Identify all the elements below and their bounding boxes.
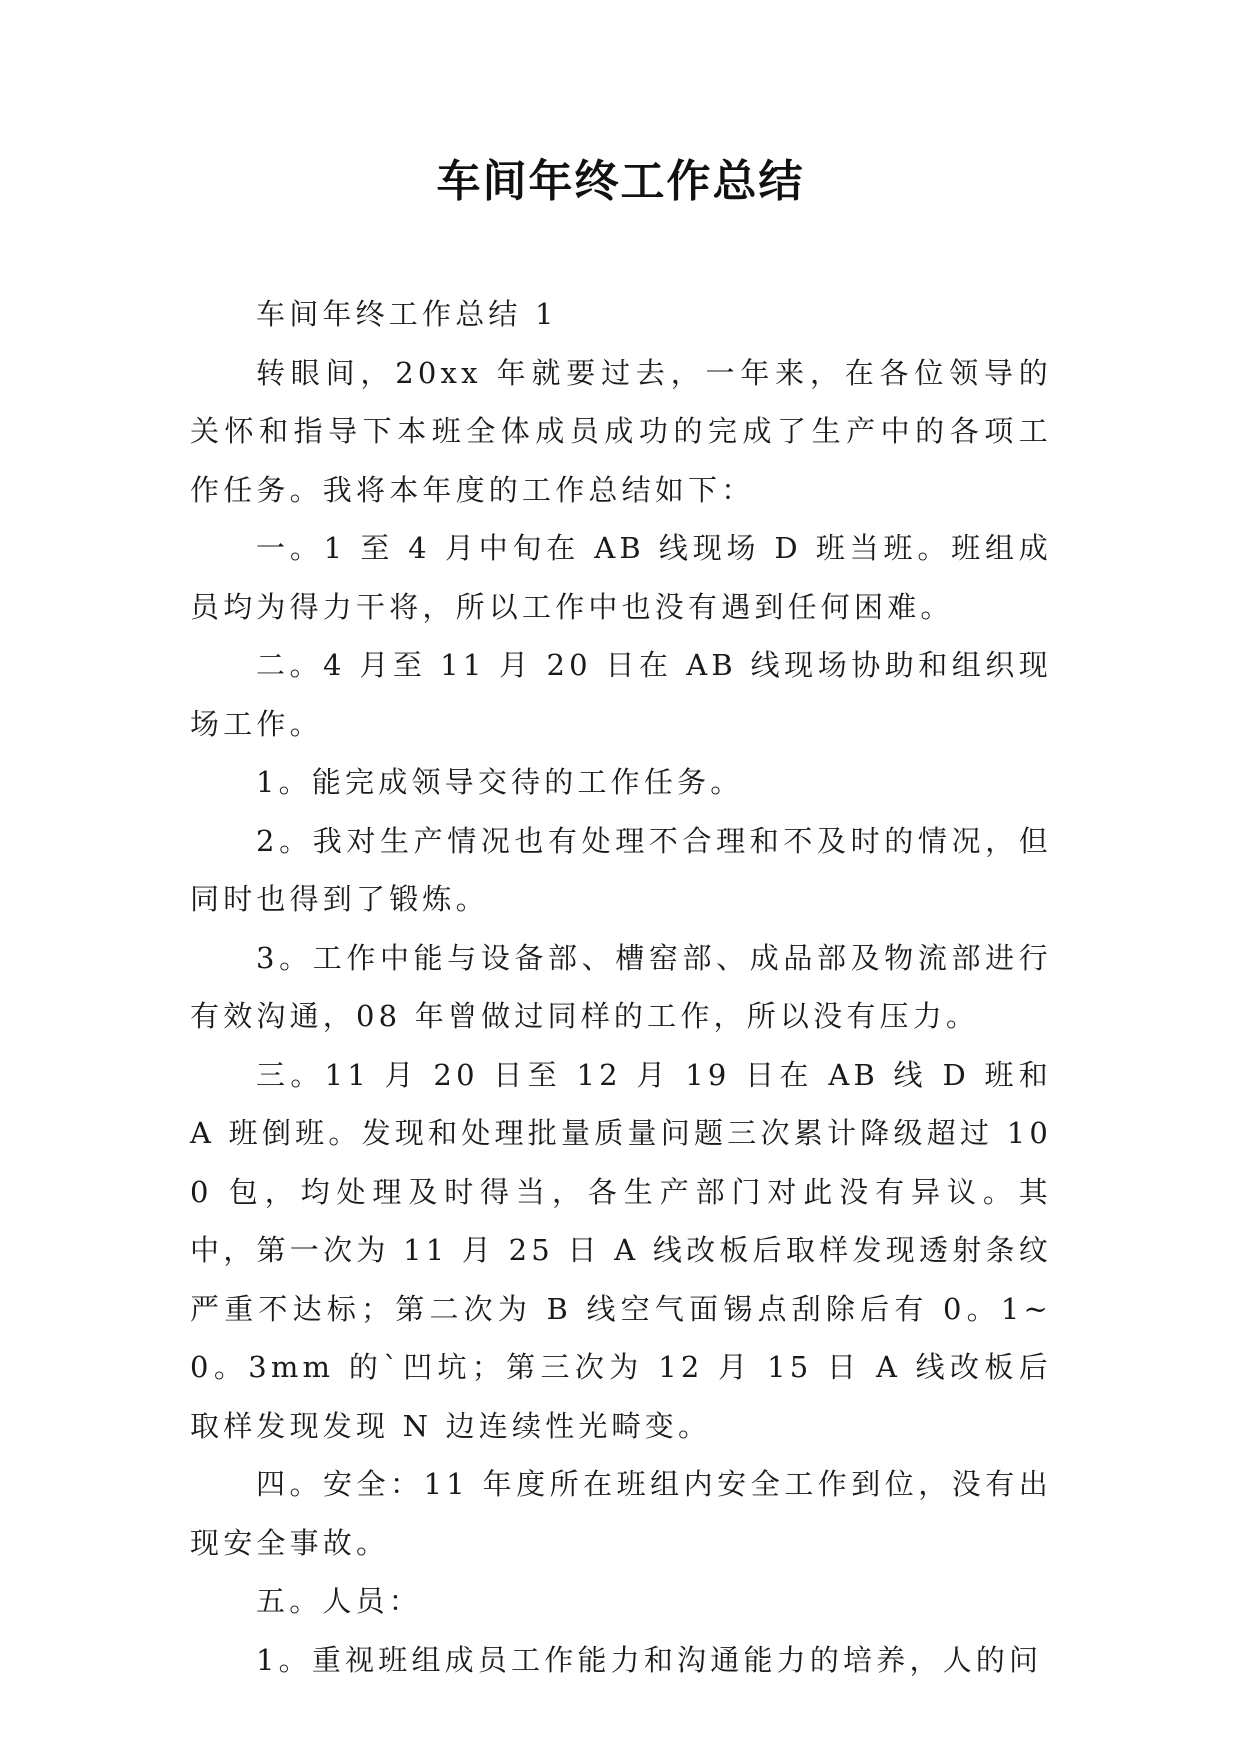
paragraph-section-3: 三。11 月 20 日至 12 月 19 日在 AB 线 D 班和 A 班倒班。发现和处理批量质量问题三次累计降级超过 100 包，均处理及时得当，各生产部门对此没有异议。其中，第一次为 11 月 25 日 A 线改板后取样发现透射条纹严重不达标；第二次为 B 线空气面锡点刮除后有 0。1~0。3mm 的`凹坑；第三次为 12 月 15 日 A 线改板后取样发现发现 N 边连续性光畸变。 <box>190 1057 1052 1443</box>
paragraph-intro: 转眼间，20xx 年就要过去，一年来，在各位领导的关怀和指导下本班全体成员成功的完成了生产中的各项工作任务。我将本年度的工作总结如下： <box>190 355 1052 507</box>
paragraph-section-4: 四。安全：11 年度所在班组内安全工作到位，没有出现安全事故。 <box>190 1467 1052 1560</box>
paragraph-section-2: 二。4 月至 11 月 20 日在 AB 线现场协助和组织现场工作。 <box>190 648 1052 741</box>
paragraph-item-3: 3。工作中能与设备部、槽窑部、成品部及物流部进行有效沟通，08 年曾做过同样的工作，所以没有压力。 <box>190 940 1052 1033</box>
paragraph-item-2: 2。我对生产情况也有处理不合理和不及时的情况，但同时也得到了锻炼。 <box>190 823 1052 916</box>
paragraph-section-1: 一。1 至 4 月中旬在 AB 线现场 D 班当班。班组成员均为得力干将，所以工作中也没有遇到任何困难。 <box>190 531 1052 624</box>
paragraph-item-5-1: 1。重视班组成员工作能力和沟通能力的培养，人的问 <box>256 1642 1043 1677</box>
paragraph-section-5: 五。人员： <box>256 1584 423 1618</box>
paragraph-heading: 车间年终工作总结 1 <box>256 297 558 331</box>
document-body <box>190 285 1052 1689</box>
paragraph-item-1: 1。能完成领导交待的工作任务。 <box>256 765 744 799</box>
document-title: 车间年终工作总结 <box>436 156 805 207</box>
